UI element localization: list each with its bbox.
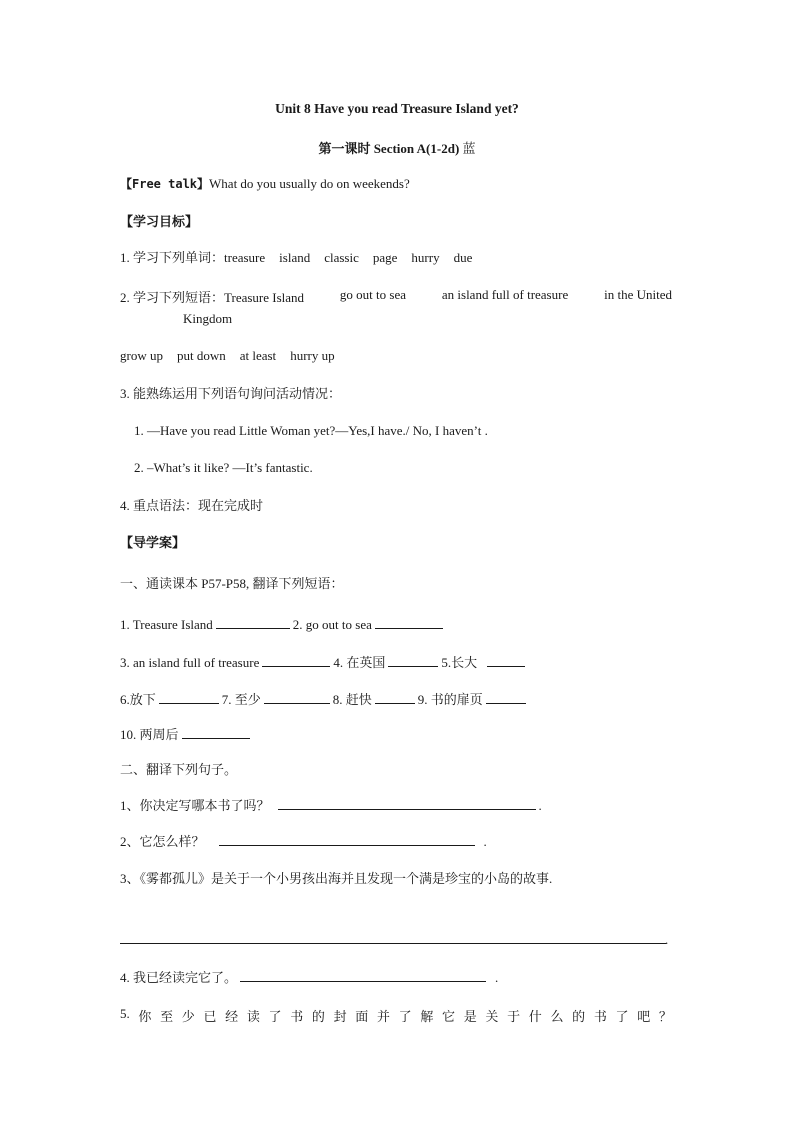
goal-word: treasure [224, 250, 266, 265]
goal-phrase: an island full of treasure [441, 287, 569, 302]
s5-char: 解 [420, 1009, 434, 1024]
sentence-end: . [495, 970, 499, 985]
goal-3-item-2: 2. –What’s it like? —It’s fantastic. [134, 460, 313, 475]
s5-char: ？ [658, 1009, 672, 1024]
s5-char: 什 [528, 1009, 542, 1024]
page-title: Unit 8 Have you read Treasure Island yet? [275, 101, 519, 116]
s5-char: 是 [463, 1009, 477, 1024]
answer-blank[interactable] [240, 969, 486, 982]
s5-char: 它 [442, 1009, 456, 1024]
phrase-prompt: 4. 在英国 [333, 655, 386, 670]
phrase-prompt: 10. 两周后 [120, 727, 179, 742]
goal-3-item-1: 1. —Have you read Little Woman yet?—Yes,I have./ No, I haven’t . [134, 423, 488, 438]
phrase-prompt: 2. go out to sea [292, 617, 372, 632]
phrase-prompt: 3. an island full of treasure [120, 655, 260, 670]
s5-char: 你 [138, 1009, 152, 1024]
goal-word: island [279, 250, 311, 265]
goal-1 [120, 250, 472, 266]
lesson-section: 第一课时 Section A(1-2d) [318, 141, 460, 156]
phrase-row-2 [120, 654, 528, 671]
goal-word: hurry [411, 250, 440, 265]
s5-char: 了 [615, 1009, 629, 1024]
answer-blank[interactable] [264, 691, 330, 704]
answer-blank[interactable] [216, 616, 290, 629]
goal-2 [120, 287, 672, 306]
s5-char: 并 [376, 1009, 390, 1024]
goal-phrase: put down [176, 348, 226, 363]
sentence-1 [120, 797, 542, 814]
sentence-prompt: 1、你决定写哪本书了吗？ [120, 798, 270, 813]
goal-phrase: grow up [120, 348, 163, 363]
goals-heading: 【学习目标】 [120, 214, 199, 229]
s5-char: 书 [290, 1009, 304, 1024]
goal-1-prefix: 1. 学习下列单词： [120, 250, 225, 265]
lesson-extra: 蓝 [462, 141, 476, 156]
s5-char: 么 [550, 1009, 564, 1024]
s5-char: 已 [203, 1009, 217, 1024]
goal-phrase: at least [239, 348, 277, 363]
phrase-prompt: 8. 赶快 [332, 692, 372, 707]
free-talk [120, 176, 410, 192]
answer-blank[interactable] [182, 726, 250, 739]
phrase-prompt: 1. Treasure Island [120, 617, 213, 632]
lesson-subtitle [0, 138, 794, 157]
phrase-prompt: 9. 书的扉页 [417, 692, 483, 707]
goal-phrase: go out to sea [339, 287, 406, 302]
goal-phrase: in the United [604, 287, 672, 302]
s5-char: 了 [398, 1009, 412, 1024]
phrase-prompt: 5.长大 [441, 655, 478, 670]
phrase-row-4 [120, 726, 253, 743]
free-talk-label: 【Free talk】 [120, 177, 210, 191]
s5-char: 面 [355, 1009, 369, 1024]
goal-2-prefix: 2. 学习下列短语： [120, 290, 225, 305]
answer-blank[interactable] [486, 691, 526, 704]
free-talk-question: What do you usually do on weekends? [209, 176, 410, 191]
s5-char: 书 [593, 1009, 607, 1024]
answer-blank[interactable] [375, 616, 443, 629]
sentence-prompt: 2、它怎么样？ [120, 834, 205, 849]
s5-char: 经 [225, 1009, 239, 1024]
goal-4: 4. 重点语法：现在完成时 [120, 498, 264, 513]
s5-char: 5. [120, 1006, 130, 1021]
sentence-end: . [538, 798, 542, 813]
part-1-heading: 一、通读课本 P57-P58, 翻译下列短语： [120, 576, 344, 591]
answer-blank[interactable] [388, 654, 438, 667]
goal-phrase: Treasure Island [224, 290, 305, 305]
phrase-prompt: 7. 至少 [221, 692, 261, 707]
answer-blank[interactable] [219, 833, 475, 846]
goal-2-first [120, 287, 304, 306]
sentence-end: . [483, 834, 487, 849]
s5-char: 封 [333, 1009, 347, 1024]
goal-word: classic [324, 250, 359, 265]
sentence-3: 3、《雾都孤儿》是关于一个小男孩出海并且发现一个满是珍宝的小岛的故事. [120, 871, 553, 886]
guide-heading: 【导学案】 [120, 535, 186, 550]
phrase-row-1 [120, 616, 446, 633]
sentence-4 [120, 969, 498, 986]
goal-word: due [453, 250, 473, 265]
goal-2-line2 [120, 348, 335, 364]
goal-2-cont: Kingdom [183, 311, 233, 326]
goal-word: page [372, 250, 398, 265]
goal-3: 3. 能熟练运用下列语句询问活动情况： [120, 386, 342, 401]
part-2-heading: 二、翻译下列句子。 [120, 762, 238, 777]
answer-blank[interactable] [262, 654, 330, 667]
sentence-end: . [665, 932, 669, 947]
sentence-2 [120, 833, 487, 850]
answer-blank[interactable] [159, 691, 219, 704]
s5-char: 至 [160, 1009, 174, 1024]
sentence-5 [120, 1006, 672, 1025]
s5-char: 了 [268, 1009, 282, 1024]
s5-char: 的 [311, 1009, 325, 1024]
answer-blank[interactable] [487, 654, 525, 667]
answer-blank[interactable] [375, 691, 415, 704]
s5-char: 于 [507, 1009, 521, 1024]
s5-char: 关 [485, 1009, 499, 1024]
s5-char: 少 [181, 1009, 195, 1024]
s5-char: 吧 [637, 1009, 651, 1024]
phrase-row-3 [120, 691, 529, 708]
goal-phrase: hurry up [290, 348, 335, 363]
s5-char: 读 [246, 1009, 260, 1024]
answer-line[interactable] [120, 943, 666, 944]
answer-blank[interactable] [278, 797, 536, 810]
sentence-prompt: 4. 我已经读完它了。 [120, 970, 238, 985]
s5-char: 的 [572, 1009, 586, 1024]
phrase-prompt: 6.放下 [120, 692, 156, 707]
